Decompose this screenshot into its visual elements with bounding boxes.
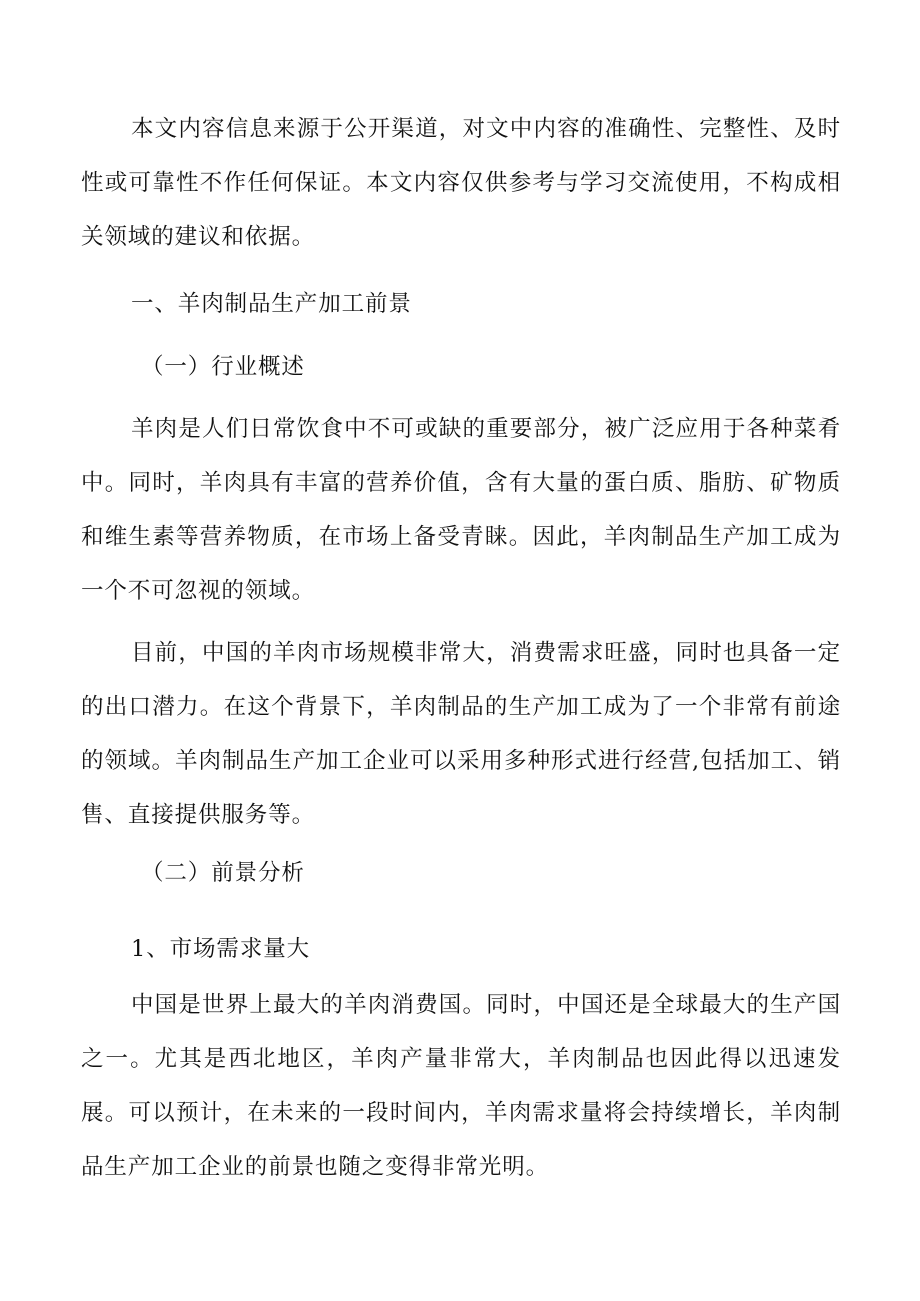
industry-overview-paragraph-1: 羊肉是人们日常饮食中不可或缺的重要部分，被广泛应用于各种菜肴中。同时，羊肉具有丰富的营养价值，含有大量的蛋白质、脂肪、矿物质和维生素等营养物质，在市场上备受青睐。因此，羊肉制品生产加工成为一个不可忽视的领域。 [81,416,841,604]
section-1-heading: 一、羊肉制品生产加工前景 [131,291,412,317]
market-demand-paragraph: 中国是世界上最大的羊肉消费国。同时，中国还是全球最大的生产国之一。尤其是西北地区，羊肉产量非常大，羊肉制品也因此得以迅速发展。可以预计，在未来的一段时间内，羊肉需求量将会持续增长，羊肉制品生产加工企业的前景也随之变得非常光明。 [81,992,841,1180]
subsection-2-heading: （二）前景分析 [141,860,305,886]
subsection-1-heading: （一）行业概述 [141,354,305,380]
disclaimer-paragraph: 本文内容信息来源于公开渠道，对文中内容的准确性、完整性、及时性或可靠性不作任何保证。本文内容仅供参考与学习交流使用，不构成相关领域的建议和依据。 [81,116,841,250]
point-1-heading: 1、市场需求量大 [131,936,311,962]
industry-overview-paragraph-2: 目前，中国的羊肉市场规模非常大，消费需求旺盛，同时也具备一定的出口潜力。在这个背景下，羊肉制品的生产加工成为了一个非常有前途的领域。羊肉制品生产加工企业可以采用多种形式进行经营,包括加工、销售、直接提供服务等。 [81,640,841,828]
